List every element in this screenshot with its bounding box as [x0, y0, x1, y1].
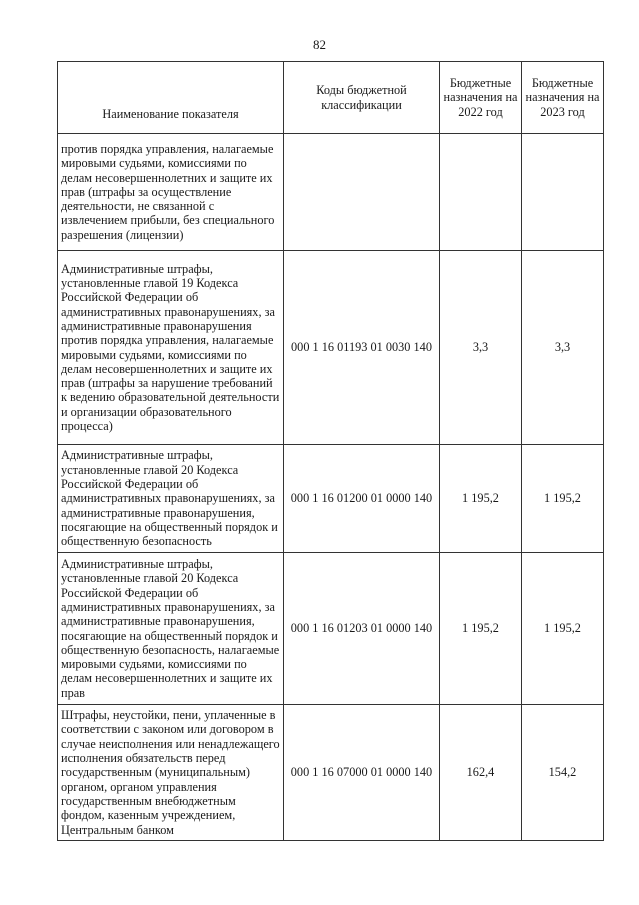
- budget-value-2022: 1 195,2: [440, 553, 522, 705]
- budget-code: [284, 134, 440, 251]
- budget-value-2022: [440, 134, 522, 251]
- budget-code: 000 1 16 01193 01 0030 140: [284, 251, 440, 445]
- header-budget-2023: Бюджетные назначения на 2023 год: [522, 62, 604, 134]
- budget-value-2022: 3,3: [440, 251, 522, 445]
- budget-value-2023: 1 195,2: [522, 445, 604, 553]
- table-row: [58, 705, 604, 841]
- indicator-name: против порядка управления, налагаемые мировыми судьями, комиссиями по делам несовершеннолетних и защите их прав (штрафы за осуществление деятельности, не связанной с извлечением прибыли, без специального разрешения (лицензии): [58, 134, 284, 251]
- page-number: 82: [313, 37, 326, 52]
- header-indicator-name: Наименование показателя: [58, 62, 284, 134]
- table-row: [58, 251, 604, 445]
- header-row: [58, 62, 604, 134]
- budget-code: 000 1 16 01200 01 0000 140: [284, 445, 440, 553]
- indicator-name: Штрафы, неустойки, пени, уплаченные в соответствии с законом или договором в случае неисполнения или ненадлежащего исполнения обязательств перед государственным (муниципальным) органом, органом управления государственным внебюджетным фондом, казенным учреждением, Центральным банком: [58, 705, 284, 841]
- table-body: [58, 134, 604, 841]
- budget-value-2022: 162,4: [440, 705, 522, 841]
- budget-value-2022: 1 195,2: [440, 445, 522, 553]
- budget-value-2023: [522, 134, 604, 251]
- table-header: [58, 62, 604, 134]
- table-row: [58, 553, 604, 705]
- indicator-name: Административные штрафы, установленные главой 20 Кодекса Российской Федерации об административных правонарушениях, за административные правонарушения, посягающие на общественный порядок и общественную безопасность: [58, 445, 284, 553]
- header-budget-2022: Бюджетные назначения на 2022 год: [440, 62, 522, 134]
- table-row: [58, 445, 604, 553]
- budget-code: 000 1 16 01203 01 0000 140: [284, 553, 440, 705]
- indicator-name: Административные штрафы, установленные главой 20 Кодекса Российской Федерации об административных правонарушениях, за административные правонарушения, посягающие на общественный порядок и общественную безопасность, налагаемые мировыми судьями, комиссиями по делам несовершеннолетних и защите их прав: [58, 553, 284, 705]
- budget-value-2023: 3,3: [522, 251, 604, 445]
- budget-code: 000 1 16 07000 01 0000 140: [284, 705, 440, 841]
- budget-value-2023: 1 195,2: [522, 553, 604, 705]
- budget-value-2023: 154,2: [522, 705, 604, 841]
- indicator-name: Административные штрафы, установленные главой 19 Кодекса Российской Федерации об административных правонарушениях, за административные правонарушения против порядка управления, налагаемые мировыми судьями, комиссиями по делам несовершеннолетних и защите их прав (штрафы за нарушение требований к ведению образовательной деятельности и организации образовательного процесса): [58, 251, 284, 445]
- table-row: [58, 134, 604, 251]
- header-budget-codes: Коды бюджетной классификации: [284, 62, 440, 134]
- budget-table: [57, 61, 604, 841]
